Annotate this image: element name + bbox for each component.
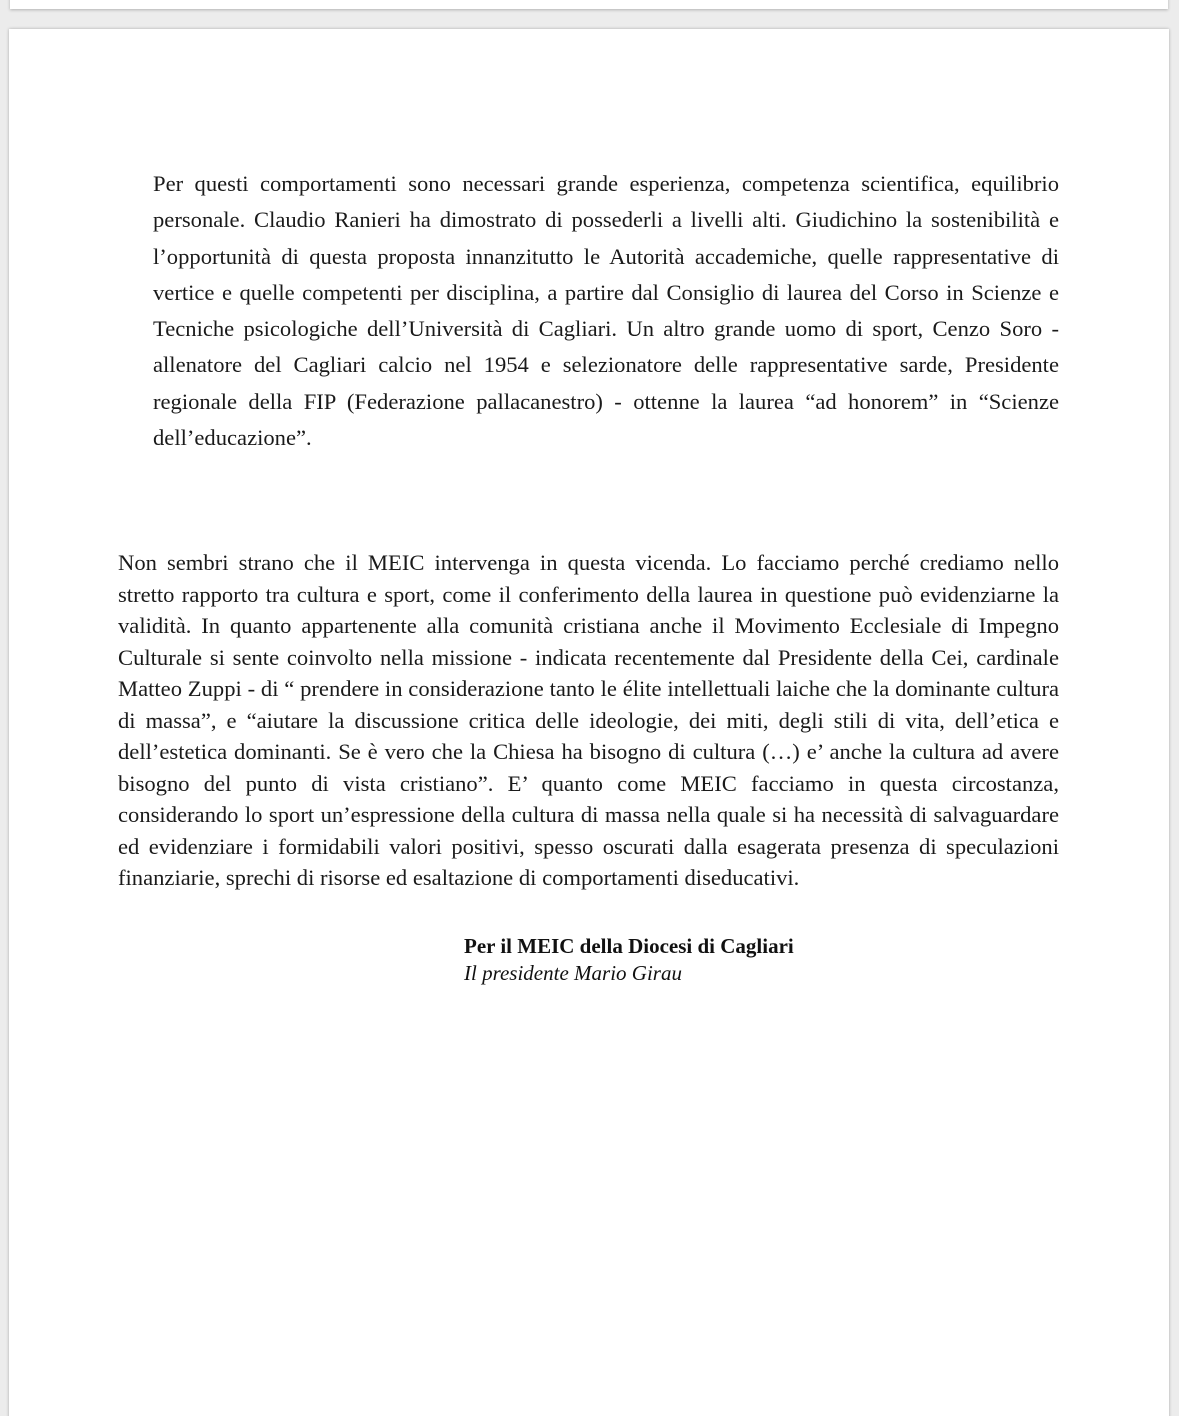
previous-page-edge[interactable] xyxy=(10,0,1168,9)
paragraph-ranieri: Per questi comportamenti sono necessari grande esperienza, competenza scientifica, equilibrio personale. Claudio Ranieri ha dimostrato di possederli a livelli alti. Giudichino la sostenibilità e l’opportunità di questa proposta innanzitutto le Autorità accademiche, quelle rappresentative di vertice e quelle competenti per disciplina, a partire dal Consiglio di laurea del Corso in Scienze e Tecniche psicologiche dell’Università di Cagliari. Un altro grande uomo di sport, Cenzo Soro - allenatore del Cagliari calcio nel 1954 e selezionatore delle rappresentative sarde, Presidente regionale della FIP (Federazione pallacanestro) - ottenne la laurea “ad honorem” in “Scienze dell’educazione”. xyxy=(153,171,1059,451)
signature-block xyxy=(464,933,794,987)
document-page[interactable] xyxy=(9,29,1169,1416)
paragraph-meic: Non sembri strano che il MEIC intervenga in questa vicenda. Lo facciamo perché crediamo nello stretto rapporto tra cultura e sport, come il conferimento della laurea in questione può evidenziarne la validità. In quanto appartenente alla comunità cristiana anche il Movimento Ecclesiale di Impegno Culturale si sente coinvolto nella missione - indicata recentemente dal Presidente della Cei, cardinale Matteo Zuppi - di “ prendere in considerazione tanto le élite intellettuali laiche che la dominante cultura di massa”, e “aiutare la discussione critica delle ideologie, dei miti, degli stili di vita, dell’etica e dell’estetica dominanti. Se è vero che la Chiesa ha bisogno di cultura (…) e’ anche la cultura ad avere bisogno del punto di vista cristiano”. E’ quanto come MEIC facciamo in questa circostanza, considerando lo sport un’espressione della cultura di massa nella quale si ha necessità di salvaguardare ed evidenziare i formidabili valori positivi, spesso oscurati dalla esagerata presenza di speculazioni finanziarie, sprechi di risorse ed esaltazione di comportamenti diseducativi. xyxy=(118,550,1059,890)
signature-name: Il presidente Mario Girau xyxy=(464,961,682,985)
signature-organization: Per il MEIC della Diocesi di Cagliari xyxy=(464,934,794,958)
